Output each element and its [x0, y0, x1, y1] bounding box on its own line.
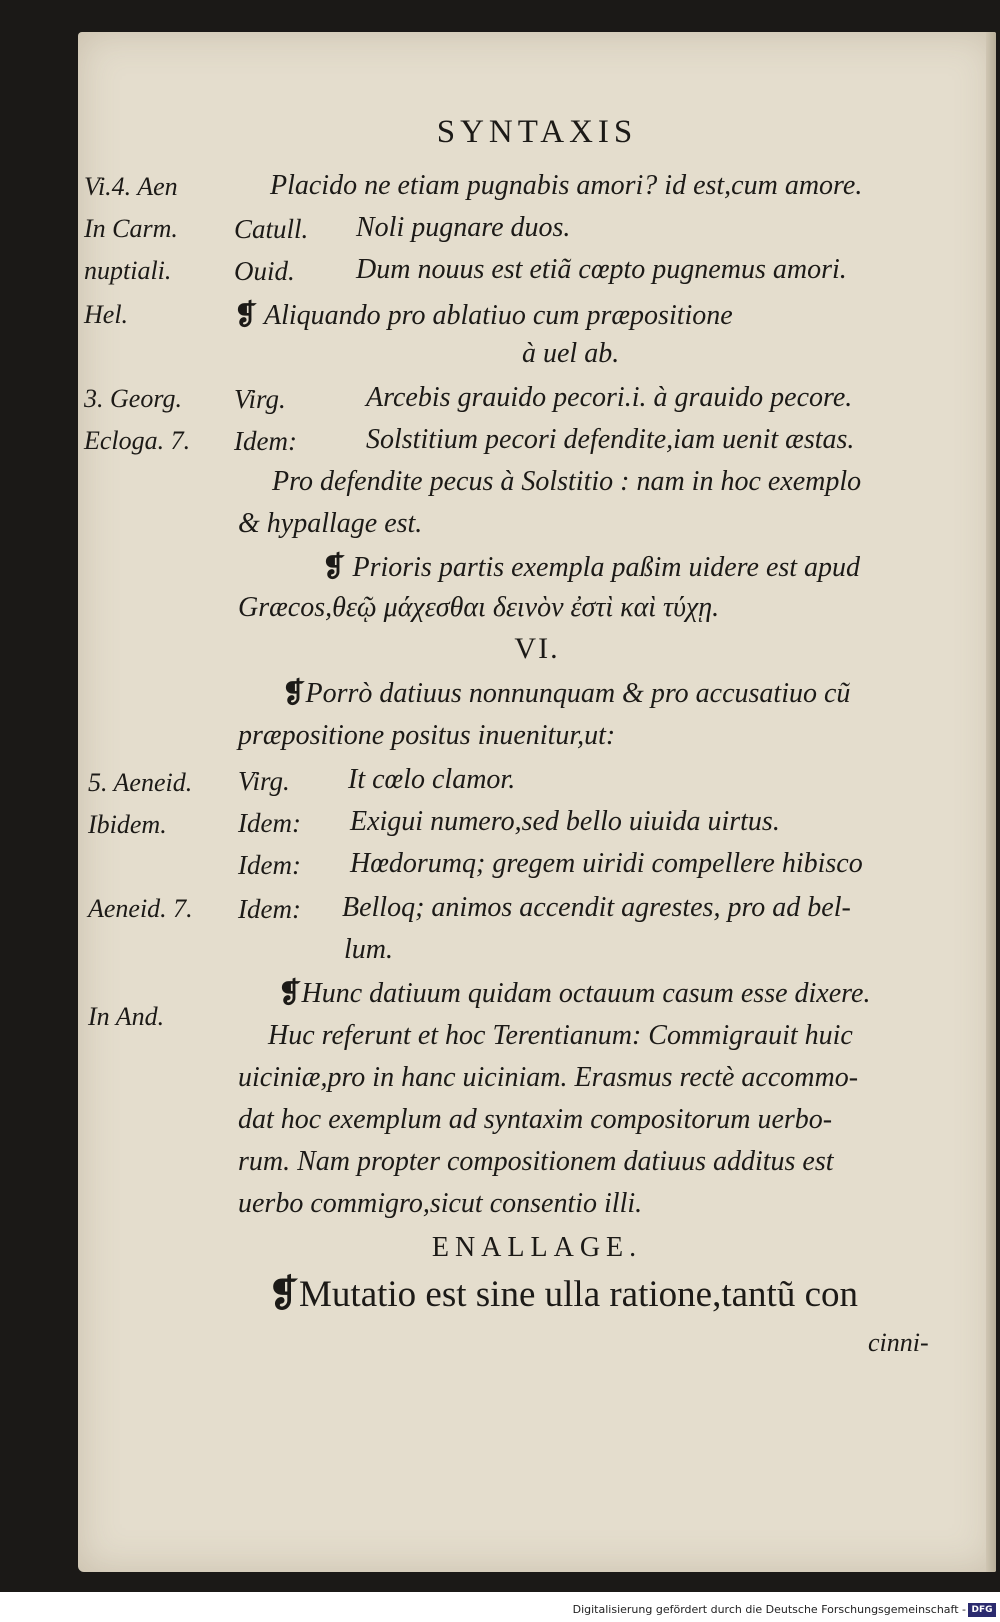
text-span: Hunc datiuum quidam octauum casum esse dixere.	[301, 978, 871, 1009]
margin-note-4: Hel.	[84, 300, 129, 329]
running-head: SYNTAXIS	[436, 114, 638, 150]
text-line	[234, 298, 733, 332]
section-numeral: VI.	[514, 632, 560, 665]
author-citation: Idem:	[234, 426, 297, 456]
pilcrow-mark: ❡	[278, 978, 302, 1009]
margin-note-5: 3. Georg.	[84, 384, 182, 413]
section-heading: ENALLAGE.	[431, 1232, 643, 1263]
text-line	[322, 550, 860, 584]
quotation-line: Belloq; animos accendit agrestes, pro ad bel-	[342, 892, 851, 923]
pilcrow-mark: ❡	[268, 1274, 300, 1315]
margin-note-7: 5. Aeneid.	[88, 768, 193, 797]
quotation-line: Arcebis grauido pecori.i. à grauido pecore.	[366, 382, 853, 413]
author-citation: Idem:	[238, 850, 301, 880]
pilcrow-mark: ❡	[234, 300, 258, 331]
margin-note-8: Ibidem.	[88, 810, 167, 839]
text-line: Pro defendite pecus à Solstitio : nam in hoc exemplo	[272, 466, 862, 497]
pilcrow-mark: ❡	[322, 552, 346, 583]
author-citation: Virg.	[238, 766, 290, 796]
text-line: præpositione positus inuenitur,ut:	[238, 720, 616, 751]
quotation-line: Noli pugnare duos.	[356, 212, 571, 243]
text-line: à uel ab.	[522, 338, 620, 369]
quotation-line: lum.	[344, 934, 393, 965]
text-span: Prioris partis exempla paßim uidere est apud	[352, 552, 861, 583]
text-line: uiciniæ,pro in hanc uiciniam. Erasmus rectè accommo-	[238, 1062, 859, 1093]
author-citation: Virg.	[234, 384, 286, 414]
text-span: Aliquando pro ablatiuo cum præpositione	[263, 300, 733, 331]
pilcrow-mark: ❡	[282, 678, 306, 709]
margin-note-6: Ecloga. 7.	[84, 426, 191, 455]
quotation-line: It cœlo clamor.	[348, 764, 516, 795]
quotation-line: Dum nouus est etiã cœpto pugnemus amori.	[356, 254, 847, 285]
margin-note-1: Vi.4. Aen	[84, 172, 178, 201]
text-span: Mutatio est sine ulla ratione,tantũ con	[299, 1274, 858, 1315]
page-edge	[986, 32, 996, 1572]
quotation-line: Solstitium pecori defendite,iam uenit æstas.	[366, 424, 855, 455]
author-citation: Idem:	[238, 894, 301, 924]
text-line	[282, 676, 850, 710]
author-citation: Idem:	[238, 808, 301, 838]
text-line	[278, 976, 870, 1010]
text-line: Placido ne etiam pugnabis amori? id est,cum amore.	[270, 170, 863, 201]
margin-note-3: nuptiali.	[84, 256, 172, 285]
author-citation: Catull.	[234, 214, 309, 244]
text-line: dat hoc exemplum ad syntaxim compositorum uerbo-	[238, 1104, 833, 1135]
dfg-logo: DFG	[968, 1603, 996, 1617]
text-line: Græcos,θεῷ μάχεσθαι δεινὸν ἐστὶ καὶ τύχῃ.	[238, 592, 720, 623]
catchword: cinni-	[868, 1328, 929, 1357]
text-line: rum. Nam propter compositionem datiuus additus est	[238, 1146, 834, 1177]
quotation-line: Exigui numero,sed bello uiuida uirtus.	[350, 806, 780, 837]
text-line: uerbo commigro,sicut consentio illi.	[238, 1188, 643, 1219]
margin-note-9: Aeneid. 7.	[88, 894, 193, 923]
author-citation: Ouid.	[234, 256, 295, 286]
text-line: & hypallage est.	[238, 508, 423, 539]
book-page	[78, 32, 996, 1572]
quotation-line: Hœdorumq; gregem uiridi compellere hibisco	[350, 848, 863, 879]
digitization-credit: Digitalisierung gefördert durch die Deutsche Forschungsgemeinschaft -	[572, 1603, 966, 1616]
margin-note-2: In Carm.	[84, 214, 178, 243]
text-line: Huc referunt et hoc Terentianum: Commigrauit huic	[268, 1020, 853, 1051]
text-line	[268, 1272, 858, 1316]
text-span: Porrò datiuus nonnunquam & pro accusatiuo cũ	[305, 678, 851, 709]
margin-note-10: In And.	[88, 1002, 165, 1031]
